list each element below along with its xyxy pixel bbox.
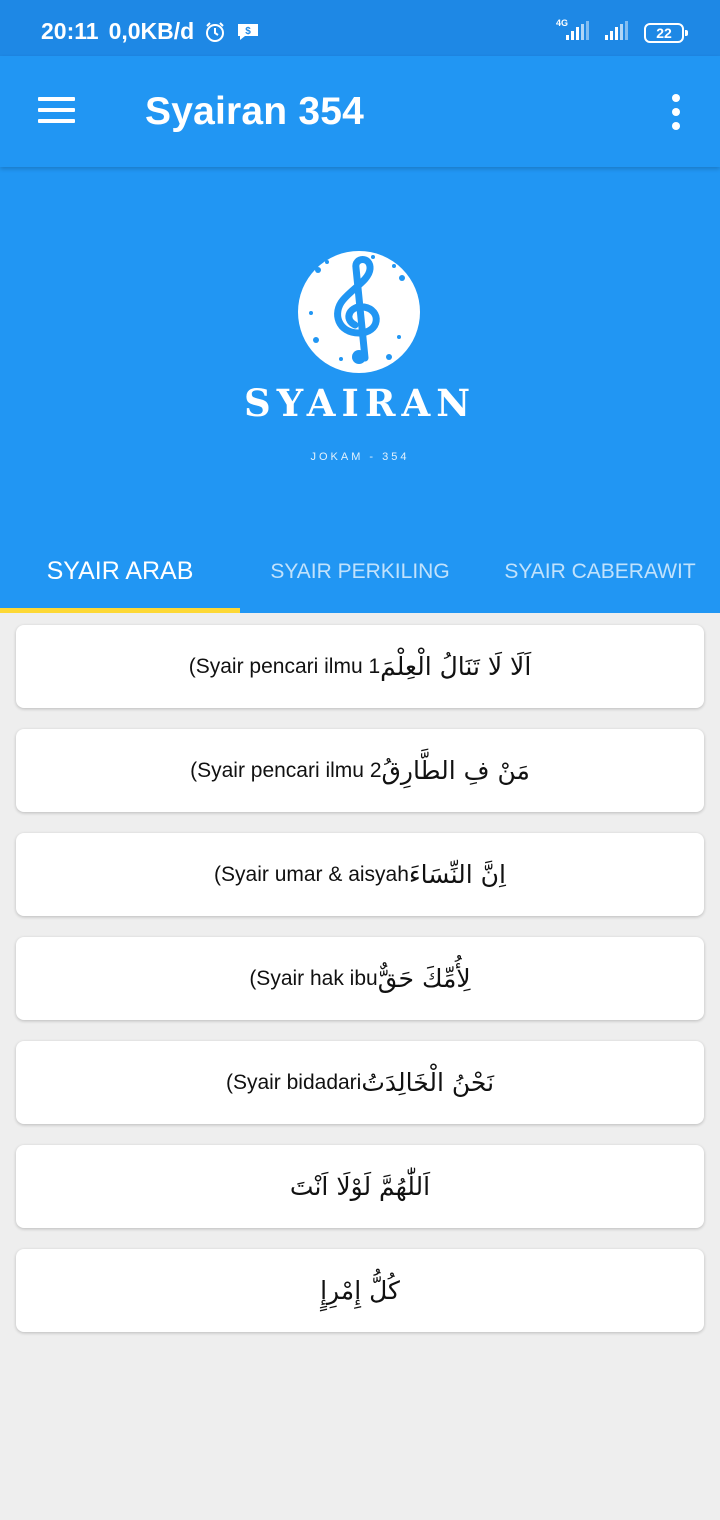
syair-card-arabic: مَنْ فِ الطَّارِقُ bbox=[381, 756, 530, 785]
status-bar bbox=[0, 0, 720, 56]
alarm-icon bbox=[204, 21, 226, 43]
tab-syair-perkiling[interactable]: SYAIR PERKILING bbox=[270, 559, 450, 583]
syair-card-arabic: اَللّٰهُمَّ لَوْلَا اَنْتَ bbox=[289, 1172, 431, 1201]
app-title: Syairan 354 bbox=[145, 90, 365, 133]
hero-banner bbox=[0, 167, 720, 613]
status-right bbox=[556, 18, 684, 47]
tab-syair-arab[interactable]: SYAIR ARAB bbox=[0, 530, 240, 613]
battery-icon bbox=[644, 23, 684, 43]
logo-wordmark: SYAIRAN bbox=[243, 381, 477, 425]
syair-card-hak-ibu[interactable] bbox=[16, 937, 704, 1020]
syair-card-pencari-ilmu-2[interactable] bbox=[16, 729, 704, 812]
more-vertical-icon[interactable] bbox=[656, 88, 696, 136]
hamburger-menu-icon[interactable] bbox=[30, 84, 82, 136]
syair-card-title: (Syair umar & aisyah bbox=[214, 862, 409, 886]
syair-card-arabic: نَحْنُ الْخَالِدَتُ bbox=[361, 1068, 495, 1097]
syair-card-arabic: كُلُّ إِمْرِإٍ bbox=[320, 1276, 400, 1305]
syair-card-bidadari[interactable] bbox=[16, 1041, 704, 1124]
signal-4g-icon bbox=[556, 18, 594, 47]
syair-card-title: (Syair bidadari bbox=[225, 1070, 362, 1094]
syair-card-allahumma-laula-anta[interactable] bbox=[16, 1145, 704, 1228]
status-time: 20:11 bbox=[41, 18, 99, 44]
message-icon bbox=[236, 22, 260, 42]
status-left bbox=[41, 18, 260, 45]
tab-syair-caberawit[interactable]: SYAIR CABERAWIT bbox=[504, 559, 696, 583]
treble-clef-icon bbox=[296, 249, 422, 375]
logo-subtitle: JOKAM - 354 bbox=[310, 451, 410, 463]
signal-icon bbox=[604, 18, 634, 47]
battery-level: 22 bbox=[656, 24, 672, 41]
syair-list bbox=[16, 625, 704, 1353]
syair-card-arabic: اَلَا لَا تَنَالُ الْعِلْمَ bbox=[380, 652, 532, 681]
syair-card-title: (Syair pencari ilmu 2 bbox=[190, 758, 382, 782]
syair-card-title: (Syair pencari ilmu 1 bbox=[188, 654, 381, 678]
syair-card-pencari-ilmu-1[interactable] bbox=[16, 625, 704, 708]
syair-card-umar-aisyah[interactable] bbox=[16, 833, 704, 916]
syair-card-arabic: لِأُمِّكَ حَقٌّ bbox=[377, 964, 471, 993]
app-bar bbox=[0, 56, 720, 167]
syair-card-kullu-imriin[interactable] bbox=[16, 1249, 704, 1332]
syair-card-title: (Syair hak ibu bbox=[249, 966, 378, 990]
tab-bar bbox=[0, 530, 720, 613]
syair-card-arabic: اِنَّ النِّسَاءَ bbox=[408, 860, 506, 889]
network-speed: 0,0KB/d bbox=[108, 18, 195, 44]
network-type-label: 4G bbox=[556, 18, 569, 28]
svg-text:$: $ bbox=[245, 25, 251, 37]
